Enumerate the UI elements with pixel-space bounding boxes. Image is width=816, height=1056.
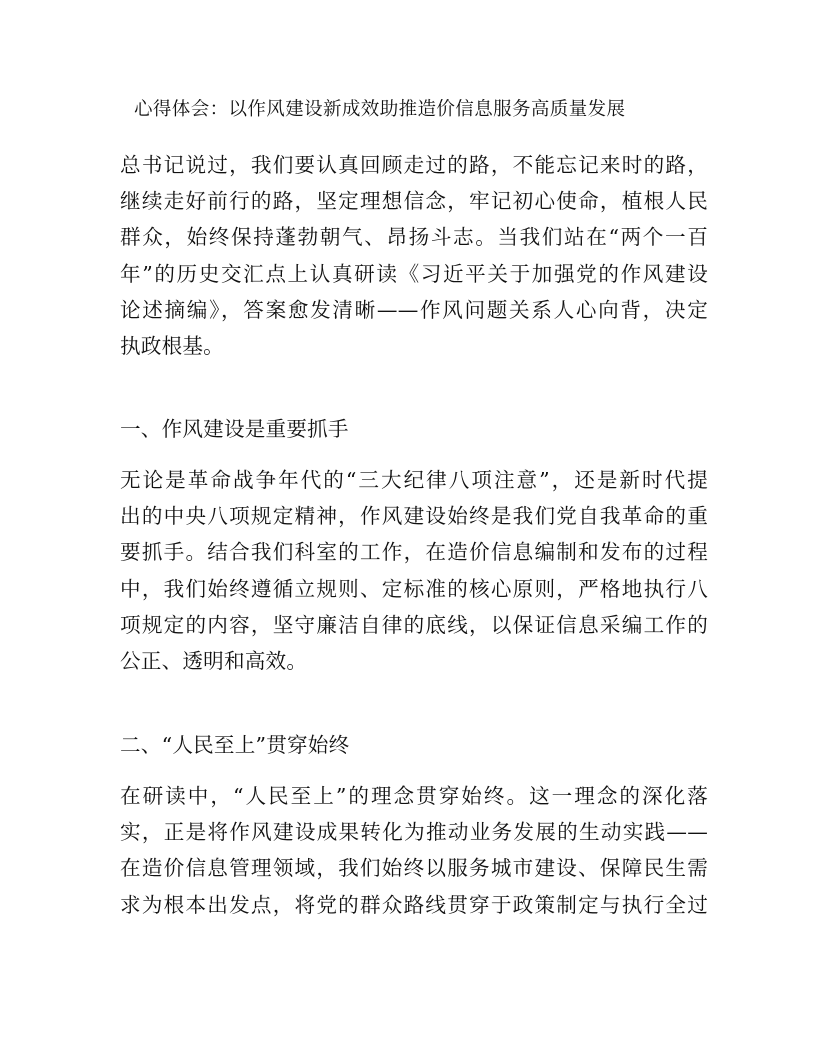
- paragraph-line: 项规定的内容，坚守廉洁自律的底线，以保证信息采编工作的: [120, 612, 708, 637]
- paragraph-line: 出的中央八项规定精神，作风建设始终是我们党自我革命的重: [120, 504, 708, 529]
- intro-paragraph: [120, 147, 708, 364]
- paragraph-line: 要抓手。结合我们科室的工作，在造价信息编制和发布的过程: [120, 540, 708, 565]
- paragraph-line: 总书记说过，我们要认真回顾走过的路，不能忘记来时的路，: [120, 153, 708, 177]
- paragraph-line: 中，我们始终遵循立规则、定标准的核心原则，严格地执行八: [120, 576, 708, 601]
- paragraph-line: 继续走好前行的路，坚定理想信念，牢记初心使命，植根人民: [120, 189, 708, 214]
- paragraph-line: 执政根基。: [120, 334, 224, 359]
- section2-paragraph: [120, 778, 708, 923]
- section-heading-2: 二、“人民至上”贯穿始终: [120, 733, 350, 757]
- paragraph-line: 群众，始终保持蓬勃朝气、昂扬斗志。当我们站在“两个一百: [120, 225, 708, 250]
- paragraph-line: 在研读中，“人民至上”的理念贯穿始终。这一理念的深化落: [120, 784, 708, 808]
- paragraph-line: 在造价信息管理领域，我们始终以服务城市建设、保障民生需: [120, 856, 708, 881]
- section-heading-1: 一、作风建设是重要抓手: [120, 417, 349, 441]
- section1-paragraph: [120, 462, 708, 679]
- paragraph-line: 求为根本出发点，将党的群众路线贯穿于政策制定与执行全过: [120, 892, 708, 917]
- paragraph-line: 年”的历史交汇点上认真研读《习近平关于加强党的作风建设: [120, 261, 708, 286]
- paragraph-line: 论述摘编》，答案愈发清晰——作风问题关系人心向背，决定: [120, 297, 708, 322]
- paragraph-line: 公正、透明和高效。: [120, 649, 308, 674]
- paragraph-line: 实，正是将作风建设成果转化为推动业务发展的生动实践——: [120, 820, 708, 845]
- paragraph-line: 无论是革命战争年代的“三大纪律八项注意”，还是新时代提: [120, 468, 708, 492]
- document-title: 心得体会：以作风建设新成效助推造价信息服务高质量发展: [134, 99, 626, 120]
